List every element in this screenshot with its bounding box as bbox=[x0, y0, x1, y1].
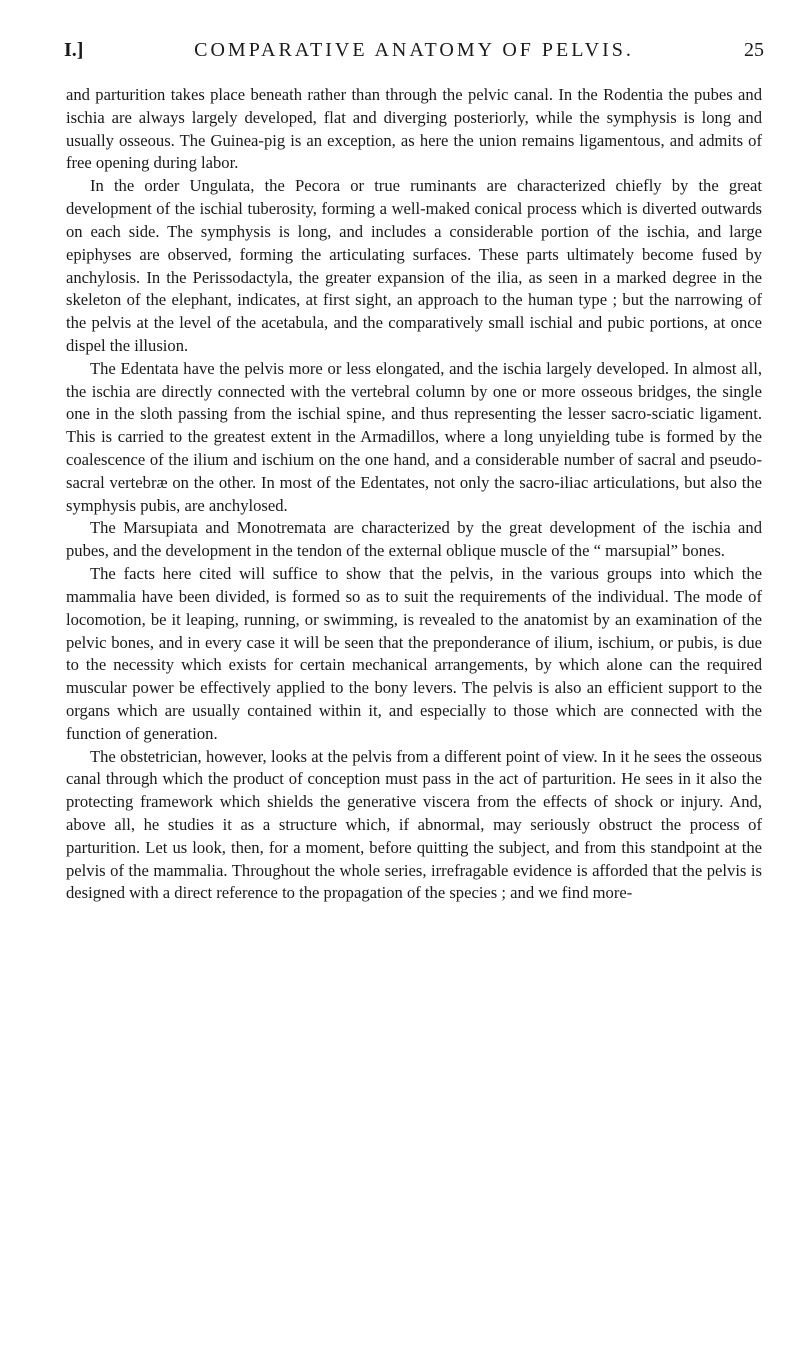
paragraph-summary: The facts here cited will suffice to show that the pelvis, in the various groups into which the mammalia have been divided, is formed so as to suit the requirements of the individual. The mode of locomotion, be it leaping, running, or swimming, is revealed to the anatomist by an examination of the pelvic bones, and in every case it will be seen that the preponderance of ilium, ischium, or pubis, is due to the necessity which exists for certain mechanical arrangements, by which alone can the required muscular power be effectively applied to the bony levers. The pelvis is also an efficient support to the organs which are usually contained within it, and especially to those which are connected with the function of generation. bbox=[66, 564, 762, 743]
chapter-mark: I.] bbox=[64, 39, 84, 61]
running-title: COMPARATIVE ANATOMY OF PELVIS. bbox=[194, 39, 634, 61]
paragraph-obstetrician: The obstetrician, however, looks at the pelvis from a different point of view. In it he sees the osseous canal through which the product of conception must pass in the act of parturition. He sees in it also the protecting framework which shields the generative viscera from the effects of shock or injury. And, above all, he studies it as a structure which, if abnormal, may seriously obstruct the process of parturition. Let us look, then, for a moment, before quitting the subject, and from this standpoint at the pelvis of the mammalia. Throughout the whole series, irrefragable evidence is afforded that the pelvis is designed with a direct reference to the propagation of the species ; and we find more- bbox=[66, 746, 762, 903]
paragraph-rodentia: and parturition takes place beneath rather than through the pelvic canal. In the Rodentia the pubes and ischia are always largely developed, flat and diverging posteriorly, while the symphysis is long and usually osseous. The Guinea-pig is an exception, as here the union remains ligamentous, and admits of free opening during labor. bbox=[66, 85, 762, 173]
running-head bbox=[64, 36, 764, 64]
page-number: 25 bbox=[744, 39, 764, 61]
paragraph-ungulata: In the order Ungulata, the Pecora or true ruminants are characterized chiefly by the great development of the ischial tuberosity, forming a well-maked conical process which is diverted outwards on each side. The symphysis is long, and includes a considerable portion of the ischia, and large epiphyses are observed, forming the articulating surfaces. These parts ultimately become fused by anchylosis. In the Perissodactyla, the greater expansion of the ilia, as seen in a marked degree in the skeleton of the elephant, indicates, at first sight, an approach to the human type ; but the narrowing of the pelvis at the level of the acetabula, and the comparatively small ischial and pubic portions, at once dispel the illusion. bbox=[66, 176, 762, 355]
paragraph-marsupiata: The Marsupiata and Monotremata are characterized by the great development of the ischia and pubes, and the development in the tendon of the external oblique muscle of the “ marsupial” bones. bbox=[66, 518, 762, 561]
body-text bbox=[66, 84, 762, 905]
paragraph-edentata: The Edentata have the pelvis more or less elongated, and the ischia largely developed. In almost all, the ischia are directly connected with the vertebral column by one or more osseous bridges, the single one in the sloth passing from the ischial spine, and thus representing the lesser sacro-sciatic ligament. This is carried to the greatest extent in the Armadillos, where a long unyielding tube is formed by the coalescence of the ilium and ischium on the one hand, and a considerable number of sacral and pseudo-sacral vertebræ on the other. In most of the Edentates, not only the sacro-iliac articulations, but also the symphysis pubis, are anchylosed. bbox=[66, 358, 762, 515]
